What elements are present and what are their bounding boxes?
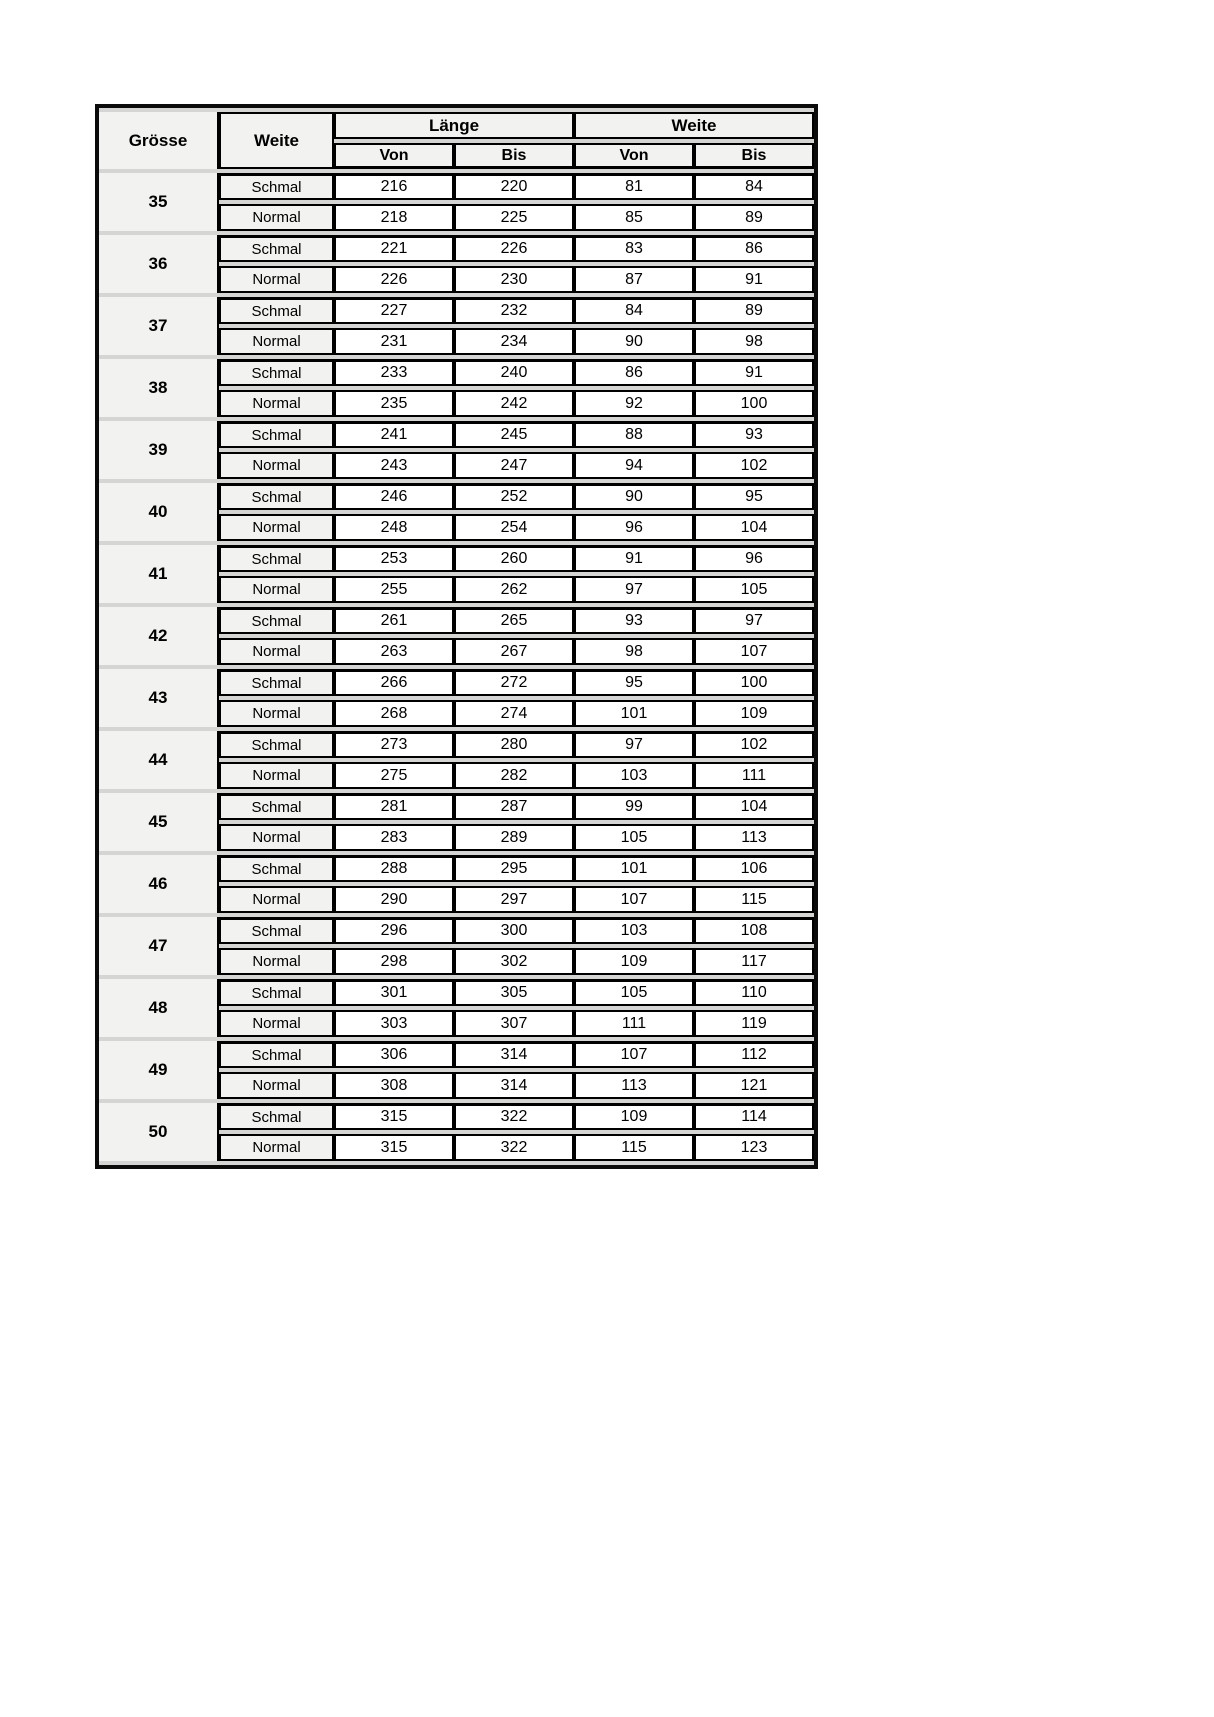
laenge-bis-cell: 242 xyxy=(454,390,574,417)
table-row xyxy=(99,979,814,1006)
laenge-bis-cell: 247 xyxy=(454,452,574,479)
laenge-bis-cell: 307 xyxy=(454,1010,574,1037)
table-row xyxy=(99,483,814,510)
width-type-cell: Schmal xyxy=(219,855,334,882)
weite-von-cell: 103 xyxy=(574,917,694,944)
weite-von-cell: 87 xyxy=(574,266,694,293)
weite-bis-cell: 97 xyxy=(694,607,814,634)
weite-von-cell: 107 xyxy=(574,1041,694,1068)
weite-bis-cell: 86 xyxy=(694,235,814,262)
weite-von-cell: 88 xyxy=(574,421,694,448)
weite-von-cell: 90 xyxy=(574,328,694,355)
laenge-von-cell: 226 xyxy=(334,266,454,293)
laenge-von-cell: 248 xyxy=(334,514,454,541)
laenge-bis-cell: 280 xyxy=(454,731,574,758)
table-row xyxy=(99,173,814,200)
laenge-bis-cell: 272 xyxy=(454,669,574,696)
table-row xyxy=(99,297,814,324)
laenge-von-cell: 306 xyxy=(334,1041,454,1068)
table-header xyxy=(99,112,814,169)
weite-von-cell: 105 xyxy=(574,979,694,1006)
weite-bis-cell: 104 xyxy=(694,793,814,820)
laenge-von-cell: 255 xyxy=(334,576,454,603)
laenge-von-cell: 275 xyxy=(334,762,454,789)
width-type-cell: Schmal xyxy=(219,483,334,510)
header-row-groups xyxy=(99,112,814,139)
table-row xyxy=(99,669,814,696)
header-laenge-von: Von xyxy=(334,143,454,169)
table-row xyxy=(99,607,814,634)
weite-von-cell: 85 xyxy=(574,204,694,231)
table-row xyxy=(99,793,814,820)
weite-von-cell: 111 xyxy=(574,1010,694,1037)
weite-bis-cell: 89 xyxy=(694,297,814,324)
weite-von-cell: 109 xyxy=(574,948,694,975)
laenge-bis-cell: 232 xyxy=(454,297,574,324)
weite-bis-cell: 104 xyxy=(694,514,814,541)
weite-von-cell: 115 xyxy=(574,1134,694,1161)
width-type-cell: Schmal xyxy=(219,421,334,448)
weite-bis-cell: 100 xyxy=(694,669,814,696)
width-type-cell: Normal xyxy=(219,948,334,975)
width-type-cell: Normal xyxy=(219,1072,334,1099)
laenge-von-cell: 273 xyxy=(334,731,454,758)
header-laenge-group: Länge xyxy=(334,112,574,139)
laenge-von-cell: 243 xyxy=(334,452,454,479)
size-cell: 41 xyxy=(99,545,219,603)
size-cell: 46 xyxy=(99,855,219,913)
weite-bis-cell: 111 xyxy=(694,762,814,789)
weite-bis-cell: 109 xyxy=(694,700,814,727)
weite-bis-cell: 121 xyxy=(694,1072,814,1099)
laenge-bis-cell: 226 xyxy=(454,235,574,262)
width-type-cell: Schmal xyxy=(219,545,334,572)
weite-von-cell: 95 xyxy=(574,669,694,696)
weite-von-cell: 109 xyxy=(574,1103,694,1130)
weite-bis-cell: 93 xyxy=(694,421,814,448)
weite-von-cell: 98 xyxy=(574,638,694,665)
width-type-cell: Normal xyxy=(219,514,334,541)
laenge-von-cell: 298 xyxy=(334,948,454,975)
width-type-cell: Schmal xyxy=(219,793,334,820)
size-cell: 45 xyxy=(99,793,219,851)
laenge-bis-cell: 322 xyxy=(454,1134,574,1161)
laenge-bis-cell: 314 xyxy=(454,1072,574,1099)
weite-von-cell: 99 xyxy=(574,793,694,820)
laenge-von-cell: 263 xyxy=(334,638,454,665)
width-type-cell: Normal xyxy=(219,1010,334,1037)
weite-bis-cell: 107 xyxy=(694,638,814,665)
width-type-cell: Schmal xyxy=(219,1103,334,1130)
laenge-bis-cell: 305 xyxy=(454,979,574,1006)
weite-von-cell: 84 xyxy=(574,297,694,324)
weite-von-cell: 107 xyxy=(574,886,694,913)
width-type-cell: Normal xyxy=(219,1134,334,1161)
size-cell: 50 xyxy=(99,1103,219,1161)
width-type-cell: Schmal xyxy=(219,979,334,1006)
size-cell: 44 xyxy=(99,731,219,789)
width-type-cell: Schmal xyxy=(219,1041,334,1068)
size-chart-table xyxy=(99,108,814,1165)
weite-bis-cell: 89 xyxy=(694,204,814,231)
laenge-von-cell: 266 xyxy=(334,669,454,696)
laenge-bis-cell: 322 xyxy=(454,1103,574,1130)
weite-von-cell: 113 xyxy=(574,1072,694,1099)
laenge-bis-cell: 274 xyxy=(454,700,574,727)
laenge-bis-cell: 295 xyxy=(454,855,574,882)
laenge-von-cell: 216 xyxy=(334,173,454,200)
size-cell: 47 xyxy=(99,917,219,975)
header-groesse: Grösse xyxy=(99,112,219,169)
laenge-bis-cell: 287 xyxy=(454,793,574,820)
laenge-von-cell: 253 xyxy=(334,545,454,572)
weite-bis-cell: 102 xyxy=(694,731,814,758)
laenge-von-cell: 227 xyxy=(334,297,454,324)
weite-bis-cell: 102 xyxy=(694,452,814,479)
size-cell: 48 xyxy=(99,979,219,1037)
weite-von-cell: 90 xyxy=(574,483,694,510)
laenge-von-cell: 235 xyxy=(334,390,454,417)
header-weite-bis: Bis xyxy=(694,143,814,169)
laenge-von-cell: 246 xyxy=(334,483,454,510)
laenge-von-cell: 231 xyxy=(334,328,454,355)
laenge-bis-cell: 314 xyxy=(454,1041,574,1068)
table-row xyxy=(99,235,814,262)
header-laenge-bis: Bis xyxy=(454,143,574,169)
width-type-cell: Schmal xyxy=(219,297,334,324)
weite-von-cell: 91 xyxy=(574,545,694,572)
laenge-bis-cell: 252 xyxy=(454,483,574,510)
laenge-von-cell: 241 xyxy=(334,421,454,448)
table-row xyxy=(99,731,814,758)
weite-bis-cell: 96 xyxy=(694,545,814,572)
weite-von-cell: 101 xyxy=(574,700,694,727)
width-type-cell: Normal xyxy=(219,824,334,851)
weite-von-cell: 96 xyxy=(574,514,694,541)
weite-von-cell: 105 xyxy=(574,824,694,851)
width-type-cell: Normal xyxy=(219,204,334,231)
size-cell: 43 xyxy=(99,669,219,727)
table-row xyxy=(99,359,814,386)
size-cell: 40 xyxy=(99,483,219,541)
weite-bis-cell: 110 xyxy=(694,979,814,1006)
weite-bis-cell: 113 xyxy=(694,824,814,851)
weite-bis-cell: 105 xyxy=(694,576,814,603)
weite-von-cell: 86 xyxy=(574,359,694,386)
laenge-bis-cell: 225 xyxy=(454,204,574,231)
laenge-von-cell: 303 xyxy=(334,1010,454,1037)
laenge-bis-cell: 234 xyxy=(454,328,574,355)
weite-bis-cell: 112 xyxy=(694,1041,814,1068)
laenge-von-cell: 261 xyxy=(334,607,454,634)
size-cell: 39 xyxy=(99,421,219,479)
size-chart-container xyxy=(95,104,818,1169)
laenge-bis-cell: 300 xyxy=(454,917,574,944)
header-weite-group: Weite xyxy=(574,112,814,139)
size-cell: 36 xyxy=(99,235,219,293)
width-type-cell: Normal xyxy=(219,328,334,355)
width-type-cell: Schmal xyxy=(219,917,334,944)
laenge-bis-cell: 240 xyxy=(454,359,574,386)
laenge-bis-cell: 245 xyxy=(454,421,574,448)
table-row xyxy=(99,421,814,448)
laenge-bis-cell: 262 xyxy=(454,576,574,603)
weite-bis-cell: 115 xyxy=(694,886,814,913)
size-chart-body xyxy=(99,173,814,1161)
weite-bis-cell: 100 xyxy=(694,390,814,417)
weite-von-cell: 93 xyxy=(574,607,694,634)
laenge-bis-cell: 282 xyxy=(454,762,574,789)
table-row xyxy=(99,1103,814,1130)
laenge-von-cell: 221 xyxy=(334,235,454,262)
weite-von-cell: 83 xyxy=(574,235,694,262)
table-row xyxy=(99,917,814,944)
laenge-von-cell: 288 xyxy=(334,855,454,882)
width-type-cell: Schmal xyxy=(219,359,334,386)
weite-bis-cell: 91 xyxy=(694,266,814,293)
size-cell: 37 xyxy=(99,297,219,355)
laenge-von-cell: 315 xyxy=(334,1103,454,1130)
width-type-cell: Normal xyxy=(219,638,334,665)
size-cell: 35 xyxy=(99,173,219,231)
laenge-bis-cell: 267 xyxy=(454,638,574,665)
laenge-bis-cell: 289 xyxy=(454,824,574,851)
size-cell: 49 xyxy=(99,1041,219,1099)
laenge-von-cell: 281 xyxy=(334,793,454,820)
weite-bis-cell: 106 xyxy=(694,855,814,882)
laenge-bis-cell: 220 xyxy=(454,173,574,200)
header-weite-von: Von xyxy=(574,143,694,169)
laenge-bis-cell: 297 xyxy=(454,886,574,913)
width-type-cell: Normal xyxy=(219,700,334,727)
weite-von-cell: 101 xyxy=(574,855,694,882)
laenge-von-cell: 290 xyxy=(334,886,454,913)
weite-bis-cell: 98 xyxy=(694,328,814,355)
weite-von-cell: 97 xyxy=(574,731,694,758)
size-cell: 42 xyxy=(99,607,219,665)
header-weite: Weite xyxy=(219,112,334,169)
size-cell: 38 xyxy=(99,359,219,417)
width-type-cell: Schmal xyxy=(219,173,334,200)
width-type-cell: Schmal xyxy=(219,607,334,634)
width-type-cell: Schmal xyxy=(219,669,334,696)
laenge-bis-cell: 230 xyxy=(454,266,574,293)
weite-bis-cell: 95 xyxy=(694,483,814,510)
weite-von-cell: 97 xyxy=(574,576,694,603)
laenge-von-cell: 233 xyxy=(334,359,454,386)
laenge-von-cell: 218 xyxy=(334,204,454,231)
width-type-cell: Normal xyxy=(219,576,334,603)
laenge-von-cell: 283 xyxy=(334,824,454,851)
width-type-cell: Normal xyxy=(219,886,334,913)
width-type-cell: Normal xyxy=(219,266,334,293)
weite-von-cell: 81 xyxy=(574,173,694,200)
laenge-bis-cell: 302 xyxy=(454,948,574,975)
laenge-von-cell: 315 xyxy=(334,1134,454,1161)
width-type-cell: Schmal xyxy=(219,235,334,262)
laenge-von-cell: 301 xyxy=(334,979,454,1006)
laenge-von-cell: 268 xyxy=(334,700,454,727)
laenge-bis-cell: 265 xyxy=(454,607,574,634)
weite-von-cell: 103 xyxy=(574,762,694,789)
table-row xyxy=(99,545,814,572)
weite-von-cell: 94 xyxy=(574,452,694,479)
weite-bis-cell: 114 xyxy=(694,1103,814,1130)
laenge-von-cell: 308 xyxy=(334,1072,454,1099)
laenge-bis-cell: 254 xyxy=(454,514,574,541)
width-type-cell: Schmal xyxy=(219,731,334,758)
width-type-cell: Normal xyxy=(219,390,334,417)
weite-bis-cell: 119 xyxy=(694,1010,814,1037)
weite-bis-cell: 108 xyxy=(694,917,814,944)
width-type-cell: Normal xyxy=(219,452,334,479)
laenge-bis-cell: 260 xyxy=(454,545,574,572)
table-row xyxy=(99,1041,814,1068)
width-type-cell: Normal xyxy=(219,762,334,789)
weite-bis-cell: 117 xyxy=(694,948,814,975)
laenge-von-cell: 296 xyxy=(334,917,454,944)
weite-bis-cell: 84 xyxy=(694,173,814,200)
weite-bis-cell: 123 xyxy=(694,1134,814,1161)
table-row xyxy=(99,855,814,882)
weite-bis-cell: 91 xyxy=(694,359,814,386)
weite-von-cell: 92 xyxy=(574,390,694,417)
